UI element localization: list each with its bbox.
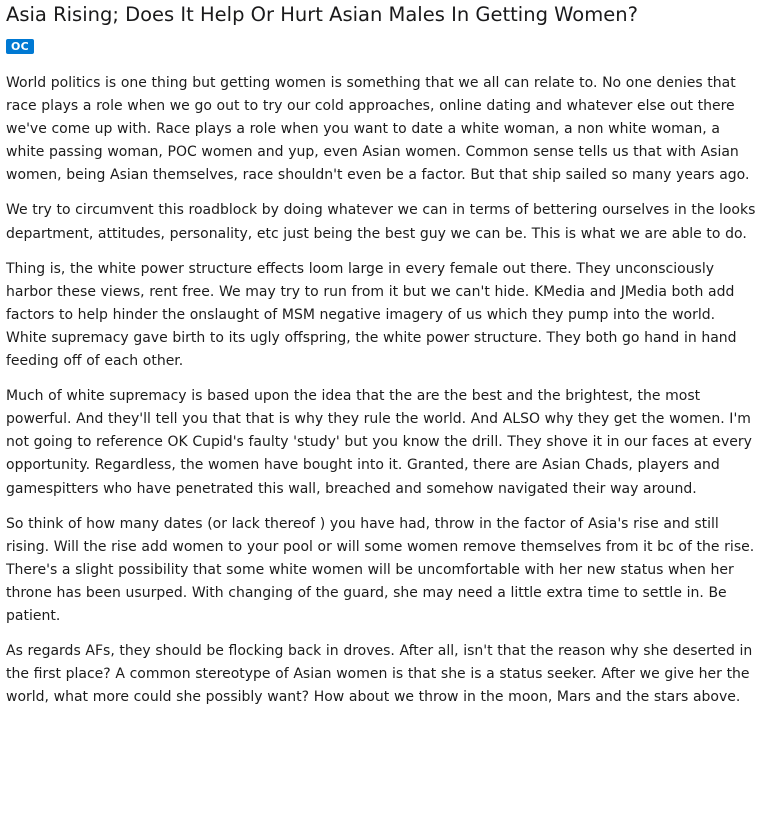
post-title[interactable]: Asia Rising; Does It Help Or Hurt Asian Males In Getting Women?: [6, 3, 638, 26]
flair-badge[interactable]: OC: [6, 39, 34, 54]
post-body: [6, 72, 757, 709]
post-paragraph: We try to circumvent this roadblock by doing whatever we can in terms of bettering ourselves in the looks department, attitudes, personality, etc just being the best guy we can be. This is what we are able to do.: [6, 202, 756, 242]
post-paragraph: So think of how many dates (or lack thereof ) you have had, throw in the factor of Asia's rise and still rising. Will the rise add women to your pool or will some women remove themselves from it bc of the rise. There's a slight possibility that some white women will be uncomfortable with her new status when her throne has been usurped. With changing of the guard, she may need a little extra time to settle in. Be patient.: [6, 515, 755, 624]
post-paragraph: Thing is, the white power structure effects loom large in every female out there. They unconsciously harbor these views, rent free. We may try to run from it but we can't hide. KMedia and JMedia both add factors to help hinder the onslaught of MSM negative imagery of us which they pump into the world. White supremacy gave birth to its ugly offspring, the white power structure. They both go hand in hand feeding off of each other.: [6, 260, 737, 370]
post-paragraph: World politics is one thing but getting women is something that we all can relate to. No one denies that race plays a role when we go out to try our cold approaches, online dating and whatever else out there we've come up with. Race plays a role when you want to date a white woman, a non white woman, a white passing woman, POC women and yup, even Asian women. Common sense tells us that with Asian women, being Asian themselves, race shouldn't even be a factor. But that ship sailed so many years ago.: [6, 75, 750, 184]
post-paragraph: Much of white supremacy is based upon the idea that the are the best and the brightest, the most powerful. And they'll tell you that that is why they rule the world. And ALSO why they get the women. I'm not going to reference OK Cupid's faulty 'study' but you know the drill. They shove it in our faces at every opportunity. Regardless, the women have bought into it. Granted, there are Asian Chads, players and gamespitters who have penetrated this wall, breached and somehow navigated their way around.: [6, 388, 752, 497]
post-paragraph: As regards AFs, they should be flocking back in droves. After all, isn't that the reason why she deserted in the first place? A common stereotype of Asian women is that she is a status seeker. After we give her the world, what more could she possibly want? How about we throw in the moon, Mars and the stars above.: [6, 643, 753, 706]
